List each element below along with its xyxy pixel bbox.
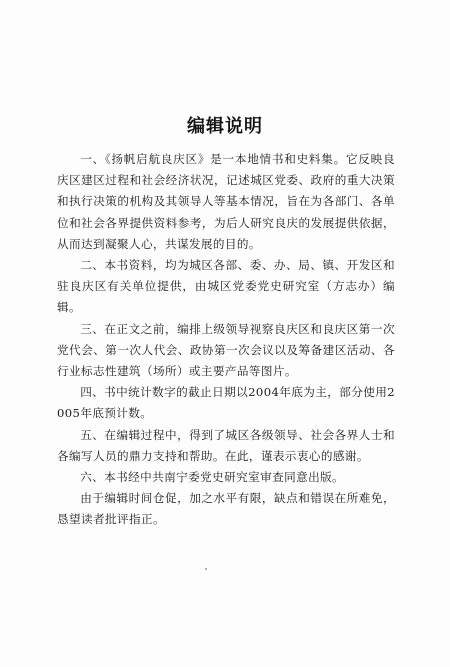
paragraph-2: 二、本书资料，均为城区各部、委、办、局、镇、开发区和驻良庆区有关单位提供，由城区党委党史研究室（方志办）编辑。 (57, 258, 395, 315)
paragraph-5: 五、在编辑过程中，得到了城区各级领导、社会各界人士和各编写人员的鼎力支持和帮助。在此，谨表示衷心的感谢。 (57, 427, 395, 463)
paragraph-3: 三、在正文之前，编排上级领导视察良庆区和良庆区第一次党代会、第一次人代会、政协第一次会议以及筹备建区活动、各行业标志性建筑（场所）或主要产品等图片。 (57, 321, 395, 379)
paragraph-4: 四、书中统计数字的截止日期以2004年底为主，部分使用2005年底预计数。 (57, 385, 395, 421)
scan-speck (205, 568, 207, 570)
paragraph-1: 一、《扬帆启航良庆区》是一本地情书和史料集。它反映良庆区建区过程和社会经济状况，记述城区党委、政府的重大决策和执行决策的机构及其领导人等基本情况，旨在为各部门、各单位和社会各界提供资料参考，为后人研究良庆的发展提供依据，从而达到凝聚人心，共谋发展的目的。 (57, 152, 395, 251)
document-body (57, 149, 395, 531)
paragraph-7: 由于编辑时间仓促，加之水平有限，缺点和错误在所难免，恳望读者批评指正。 (57, 491, 395, 527)
page-title: 编辑说明 (187, 116, 263, 137)
paragraph-6: 六、本书经中共南宁委党史研究室审查同意出版。 (80, 470, 345, 485)
